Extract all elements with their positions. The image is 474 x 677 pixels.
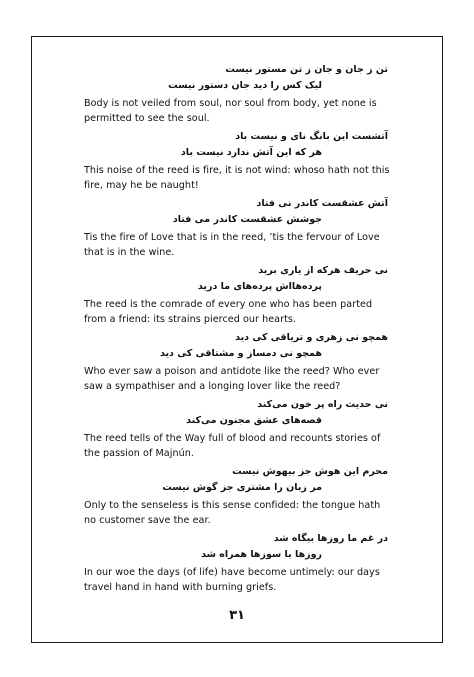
persian-line-second: مر زبان را مشتری جز گوش نيست [162,482,322,493]
persian-line-first: آتشست اين بانگ نای و نيست باد [235,131,388,142]
stanza [84,330,390,394]
persian-line-first: در غم ما روزها بيگاه شد [273,533,388,544]
persian-line-second: همچو نی دمساز و مشتاقی کی ديد [159,348,322,359]
stanza [84,397,390,461]
english-translation: This noise of the reed is fire, it is not wind: whoso hath not this fire, may he be naught! [84,165,390,191]
english-translation: Only to the senseless is this sense confided: the tongue hath no customer save the ear. [84,500,381,526]
english-translation: Who ever saw a poison and antidote like the reed? Who ever saw a sympathiser and a longing lover like the reed? [84,366,380,392]
persian-line-second: جوشش عشقست کاندر می فتاد [172,214,322,225]
persian-line-first: نی حريف هرکه از ياری بريد [258,265,388,276]
stanza [84,196,390,260]
poem-body [84,62,390,598]
english-translation: In our woe the days (of life) have become untimely: our days travel hand in hand with burning griefs. [84,567,380,593]
persian-line-first: نی حديث راه پر خون می‌کند [257,399,388,410]
stanza [84,62,390,126]
persian-line-first: محرم اين هوش جز بيهوش نيست [232,466,388,477]
stanza [84,129,390,193]
persian-line-first: همچو نی زهری و ترياقی کی ديد [235,332,388,343]
english-translation: The reed is the comrade of every one who has been parted from a friend: its strains pierced our hearts. [84,299,373,325]
persian-line-second: روزها با سوزها همراه شد [201,549,322,560]
stanza [84,531,390,595]
english-translation: Body is not veiled from soul, nor soul from body, yet none is permitted to see the soul. [84,98,377,124]
english-translation: Tis the fire of Love that is in the reed, ’tis the fervour of Love that is in the wine. [84,232,380,258]
page-number: ۳۱ [229,608,245,623]
english-translation: The reed tells of the Way full of blood and recounts stories of the passion of Majnún. [84,433,381,459]
stanza [84,263,390,327]
persian-line-first: تن ز جان و جان ز تن مستور نيست [225,64,388,75]
stanza [84,464,390,528]
persian-line-second: پرده‌هااش پرده‌های ما دريد [197,281,322,292]
persian-line-first: آتش عشقست کاندر نی فتاد [256,198,388,209]
persian-line-second: قصه‌های عشق مجنون می‌کند [186,415,322,426]
persian-line-second: ليک کس را ديد جان دستور نيست [168,80,322,91]
persian-line-second: هر که اين آتش ندارد نيست باد [180,147,322,158]
